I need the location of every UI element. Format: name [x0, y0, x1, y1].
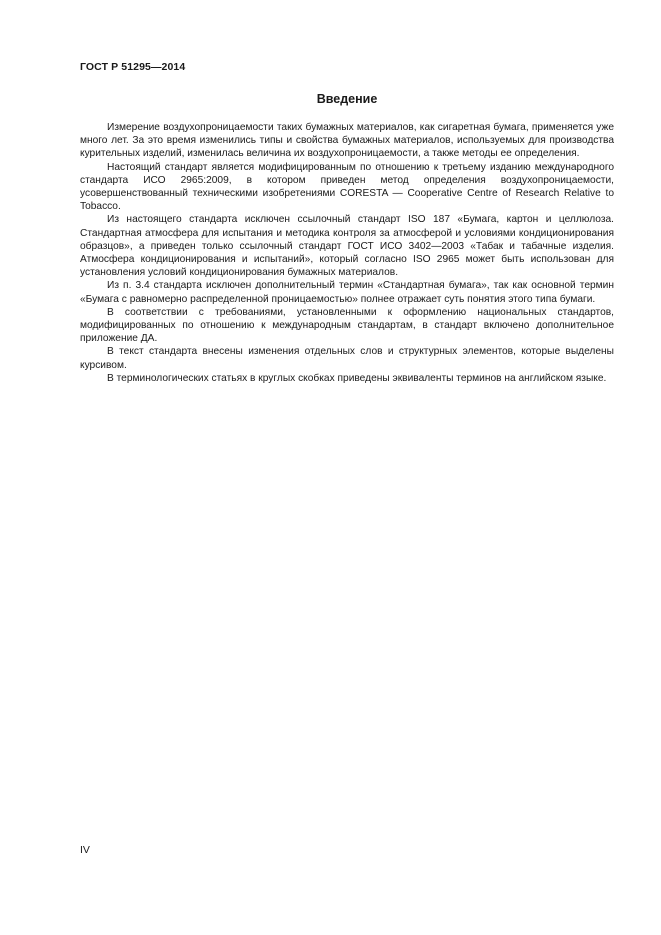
- introduction-body: [80, 121, 614, 385]
- paragraph: В соответствии с требованиями, установленными к оформлению национальных стандартов, модифицированных по отношению к международным стандартам, в стандарт включено дополнительное приложение ДА.: [80, 306, 614, 345]
- paragraph: Из настоящего стандарта исключен ссылочный стандарт ISO 187 «Бумага, картон и целлюлоза. Стандартная атмосфера для испытания и методика контроля за атмосферой и условиями кондиционирования образцов», а приведен только ссылочный стандарт ГОСТ ИСО 3402—2003 «Табак и табачные изделия. Атмосфера кондиционирования и испытаний», который согласно ISO 2965 может быть использован для установления условий кондиционирования бумажных материалов.: [80, 214, 614, 279]
- paragraph: Из п. 3.4 стандарта исключен дополнительный термин «Стандартная бумага», так как основной термин «Бумага с равномерно распределенной проницаемостью» полнее отражает суть понятия этого типа бумаги.: [80, 280, 614, 305]
- section-title: Введение: [316, 92, 378, 106]
- paragraph: Измерение воздухопроницаемости таких бумажных материалов, как сигаретная бумага, применяется уже много лет. За это время изменились типы и свойства бумажных материалов, используемых для производства курительных изделий, изменилась величина их воздухопроницаемости, а также методы ее определения.: [80, 122, 614, 160]
- document-id-header: ГОСТ Р 51295—2014: [80, 61, 186, 73]
- paragraph: В терминологических статьях в круглых скобках приведены эквиваленты терминов на английском языке.: [107, 372, 607, 384]
- page-number: IV: [80, 844, 90, 856]
- paragraph: Настоящий стандарт является модифицированным по отношению к третьему изданию международного стандарта ИСО 2965:2009, в котором приведен метод определения воздухопроницаемости, усовершенствованный техническими изобретениями CORESTA — Cooperative Centre of Research Relative to Tobacco.: [80, 161, 614, 213]
- paragraph: В текст стандарта внесены изменения отдельных слов и структурных элементов, которые выделены курсивом.: [80, 346, 614, 371]
